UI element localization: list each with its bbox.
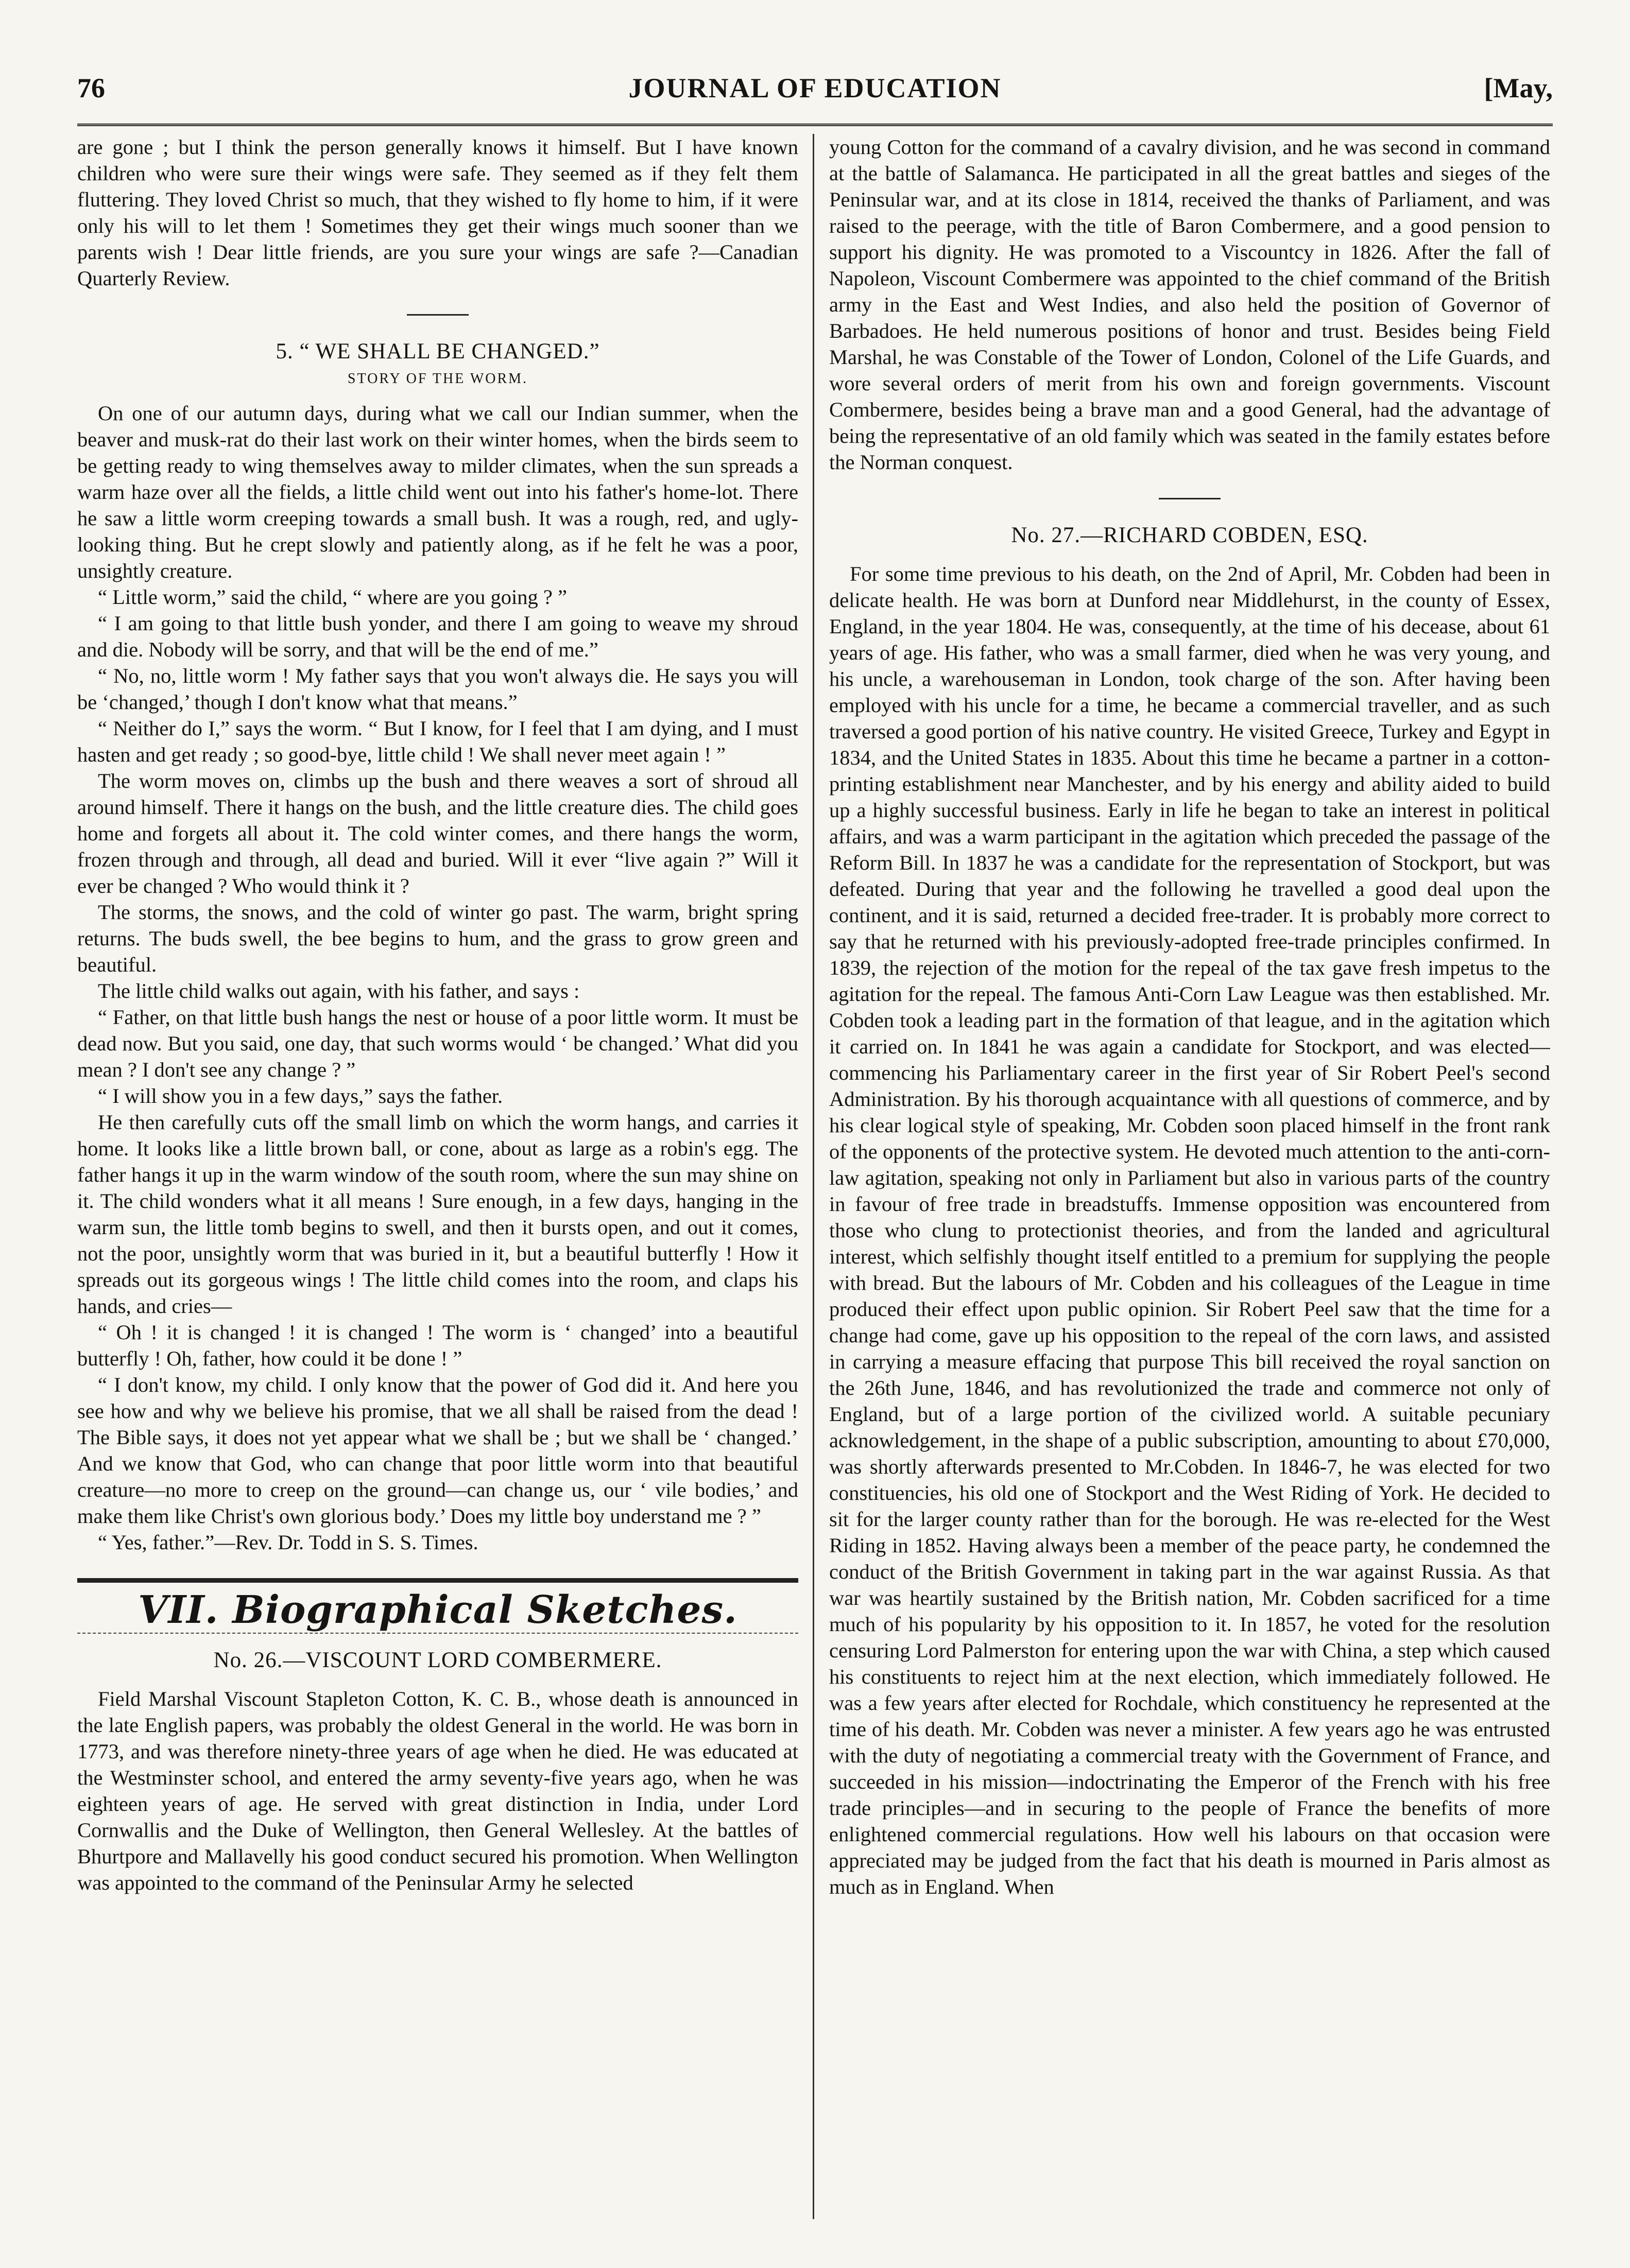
- story-paragraph: “ I will show you in a few days,” says the father.: [98, 1084, 503, 1107]
- spacer: [829, 549, 1550, 561]
- story-paragraph: “ I don't know, my child. I only know that the power of God did it. And here you see how and why we believe his promise, that we all shall be raised from the dead ! The Bible says, it does not yet appear what we shall be ; but we shall be ‘ changed.’ And we know that God, who can change that poor little worm into that beautiful creature—no more to creep on the ground—can change us, our ‘ vile bodies,’ and make them like Christ's own glorious body.’ Does my little boy understand me ? ”: [77, 1373, 798, 1528]
- story-paragraph: “ I am going to that little bush yonder, and there I am going to weave my shroud and die. Nobody will be sorry, and that will be the end of me.”: [77, 612, 798, 661]
- story-paragraph: The storms, the snows, and the cold of winter go past. The warm, bright spring returns. The buds swell, the bee begins to hum, and the grass to grow green and beautiful.: [77, 901, 798, 976]
- bio-27-heading: No. 27.—RICHARD COBDEN, ESQ.: [1011, 523, 1368, 547]
- story-paragraph: “ Oh ! it is changed ! it is changed ! The worm is ‘ changed’ into a beautiful butterfly ! Oh, father, how could it be done ! ”: [77, 1321, 798, 1370]
- story-paragraph: The little child walks out again, with his father, and says :: [98, 979, 580, 1002]
- journal-page: [77, 62, 1553, 2224]
- column-divider: [813, 134, 814, 2219]
- intro-paragraph: are gone ; but I think the person generally knows it himself. But I have known children who were sure their wings were safe. They seemed as if they felt them fluttering. They loved Christ so much, that they wished to fly home to him, if it were only his will to let them ! Sometimes they get their wings much sooner than we parents wish ! Dear little friends, are you sure your wings are safe ?—Canadian Quarterly Review.: [77, 135, 798, 290]
- page-number: 76: [77, 73, 105, 103]
- section-header: [77, 1578, 798, 1634]
- story-paragraph: “ Father, on that little bush hangs the nest or house of a poor little worm. It must be dead now. But you said, one day, that such worms would ‘ be changed.’ What did you mean ? I don't see any change ? ”: [77, 1006, 798, 1081]
- right-column: [829, 134, 1550, 2219]
- journal-title: JOURNAL OF EDUCATION: [628, 73, 1002, 103]
- story-paragraph: He then carefully cuts off the small limb on which the worm hangs, and carries it home. It looks like a little brown ball, or cone, about as large as a robin's egg. The father hangs it up in the warm window of the south room, where the sun may shine on it. The child wonders what it all means ! Sure enough, in a few days, hanging in the warm sun, the little tomb begins to swell, and then it bursts open, and out it comes, not the poor, unsightly worm that was buried in it, but a beautiful butterfly ! How it spreads out its gorgeous wings ! The little child comes into the room, and claps his hands, and cries—: [77, 1111, 798, 1318]
- bio-26-continued: young Cotton for the command of a cavalry division, and he was second in command at the battle of Salamanca. He participated in all the great battles and sieges of the Peninsular war, and at its close in 1814, received the thanks of Parliament, and was raised to the peerage, with the title of Baron Combermere, and a good pension to support his dignity. He was promoted to a Viscountcy in 1826. After the fall of Napoleon, Viscount Combermere was appointed to the chief command of the British army in the East and West Indies, and also held the position of Governor of Barbadoes. He held numerous positions of honor and trust. Besides being Field Marshal, he was Constable of the Tower of London, Colonel of the Life Guards, and wore several orders of merit from his own and foreign governments. Viscount Combermere, besides being a brave man and a good General, had the advantage of being the representative of an old family which was seated in the family estates before the Norman conquest.: [829, 135, 1550, 474]
- story-paragraph: On one of our autumn days, during what we call our Indian summer, when the beaver and musk-rat do their last work on their winter homes, when the birds seem to be getting ready to wing themselves away to milder climates, when the sun spreads a warm haze over all the fields, a little child went out into his father's home-lot. There he saw a little worm creeping towards a small bush. It was a rough, red, and ugly-looking thing. But he crept slowly and patiently along, as if he felt he was a poor, unsightly creature.: [77, 402, 798, 582]
- article-columns: [77, 134, 1553, 2219]
- bio-26-paragraph: Field Marshal Viscount Stapleton Cotton, K. C. B., whose death is announced in the late English papers, was probably the oldest General in the world. He was born in 1773, and was therefore ninety-three years of age when he died. He was educated at the Westminster school, and entered the army seventy-five years ago, when he was eighteen years of age. He served with great distinction in India, under Lord Cornwallis and the Duke of Wellington, then General Wellesley. At the battles of Bhurtpore and Mallavelly his good conduct secured his promotion. When Wellington was appointed to the command of the Peninsular Army he selected: [77, 1687, 798, 1894]
- divider-rule: [407, 314, 469, 316]
- story-subheading: STORY OF THE WORM.: [347, 371, 528, 387]
- story-paragraph: “ Yes, father.”—Rev. Dr. Todd in S. S. Times.: [98, 1531, 478, 1554]
- story-paragraph: The worm moves on, climbs up the bush and there weaves a sort of shroud all around himself. There it hangs on the bush, and the little creature dies. The child goes home and forgets all about it. The cold winter comes, and there hangs the worm, frozen through and through, all dead and buried. Will it ever “live again ?” Will it ever be changed ? Who would think it ?: [77, 769, 798, 897]
- story-paragraph: “ Neither do I,” says the worm. “ But I know, for I feel that I am dying, and I must hasten and get ready ; so good-bye, little child ! We shall never meet again ! ”: [77, 717, 798, 766]
- story-paragraph: “ Little worm,” said the child, “ where are you going ? ”: [98, 585, 567, 609]
- issue-month: [May,: [1484, 73, 1553, 103]
- section-rule: [77, 1633, 798, 1634]
- left-column: [77, 134, 798, 2219]
- header-rule: [77, 124, 1553, 126]
- running-head: [77, 62, 1553, 118]
- bio-26-heading: No. 26.—VISCOUNT LORD COMBERMERE.: [213, 1648, 662, 1672]
- bio-27-paragraph: For some time previous to his death, on the 2nd of April, Mr. Cobden had been in delicate health. He was born at Dunford near Middlehurst, in the county of Essex, England, in the year 1804. He was, consequently, at the time of his decease, about 61 years of age. His father, who was a small farmer, died when he was very young, and his uncle, a warehouseman in London, took charge of the son. After having been employed with his uncle for a time, he became a commercial traveller, and as such traversed a good portion of his native country. He visited Greece, Turkey and Egypt in 1834, and the United States in 1835. About this time he became a partner in a cotton-printing establishment near Manchester, and by his energy and ability aided to build up a highly successful business. Early in life he began to take an interest in political affairs, and was a warm participant in the agitation which preceded the passage of the Reform Bill. In 1837 he was a candidate for the representation of Stockport, but was defeated. During that year and the following he travelled a good deal upon the continent, and it is said, returned a decided free-trader. It is probably more correct to say that he returned with his previously-adopted free-trade principles confirmed. In 1839, the rejection of the motion for the repeal of the tax gave fresh impetus to the agitation for the repeal. The famous Anti-Corn Law League was then established. Mr. Cobden took a leading part in the formation of that league, and in the agitation which it carried on. In 1841 he was again a candidate for Stockport, and was elected—commencing his Parliamentary career in the first year of Sir Robert Peel's second Administration. By his thorough acquaintance with all questions of commerce, and by his clear logical style of speaking, Mr. Cobden soon placed himself in the front rank of the opponents of the protective system. He devoted much attention to the anti-corn-law agitation, speaking not only in Parliament but also in various parts of the country in favour of free trade in breadstuffs. Immense opposition was encountered from those who clung to protectionist theories, and from the landed and agricultural interest, which selfishly thought itself entitled to a premium for supplying the people with bread. But the labours of Mr. Cobden and his colleagues of the League in time produced their effect upon public opinion. Sir Robert Peel saw that the time for a change had come, gave up his opposition to the repeal of the corn laws, and assisted in carrying a measure effacing that purpose This bill received the royal sanction on the 26th June, 1846, and has revolutionized the trade and commerce not only of England, but of a large portion of the civilized world. A suitable pecuniary acknowledgement, in the shape of a public subscription, amounting to about £70,000, was shortly afterwards presented to Mr.Cobden. In 1846-7, he was elected for two constituencies, his old one of Stockport and the West Riding of York. He decided to sit for the larger county rather than for the borough. He was re-elected for the West Riding in 1852. Having always been a member of the peace party, he condemned the conduct of the British Government in taking part in the war against Russia. As that war was heartily sustained by the British nation, Mr. Cobden sacrificed for a time much of his popularity by his opposition to it. In 1857, he voted for the resolution censuring Lord Palmerston for entering upon the war with China, a step which caused his constituents to reject him at the next election, which immediately followed. He was a few years after elected for Rochdale, which constituency he represented at the time of his death. Mr. Cobden was never a minister. A few years ago he was entrusted with the duty of negotiating a commercial treaty with the Government of France, and succeeded in his mission—indoctrinating the Emperor of the French with his free trade principles—and in securing to the people of France the benefits of more enlightened commercial regulations. How well his labours on that occasion were appreciated may be judged from the fact that his death is mourned in Paris almost as much as in England. When: [829, 562, 1550, 1898]
- section-title: VII. Biographical Sketches.: [138, 1588, 737, 1632]
- story-paragraph: “ No, no, little worm ! My father says that you won't always die. He says you will be ‘changed,’ though I don't know what that means.”: [77, 664, 798, 714]
- story-heading: 5. “ WE SHALL BE CHANGED.”: [276, 339, 600, 363]
- spacer: [77, 1674, 798, 1686]
- divider-rule: [1159, 498, 1221, 499]
